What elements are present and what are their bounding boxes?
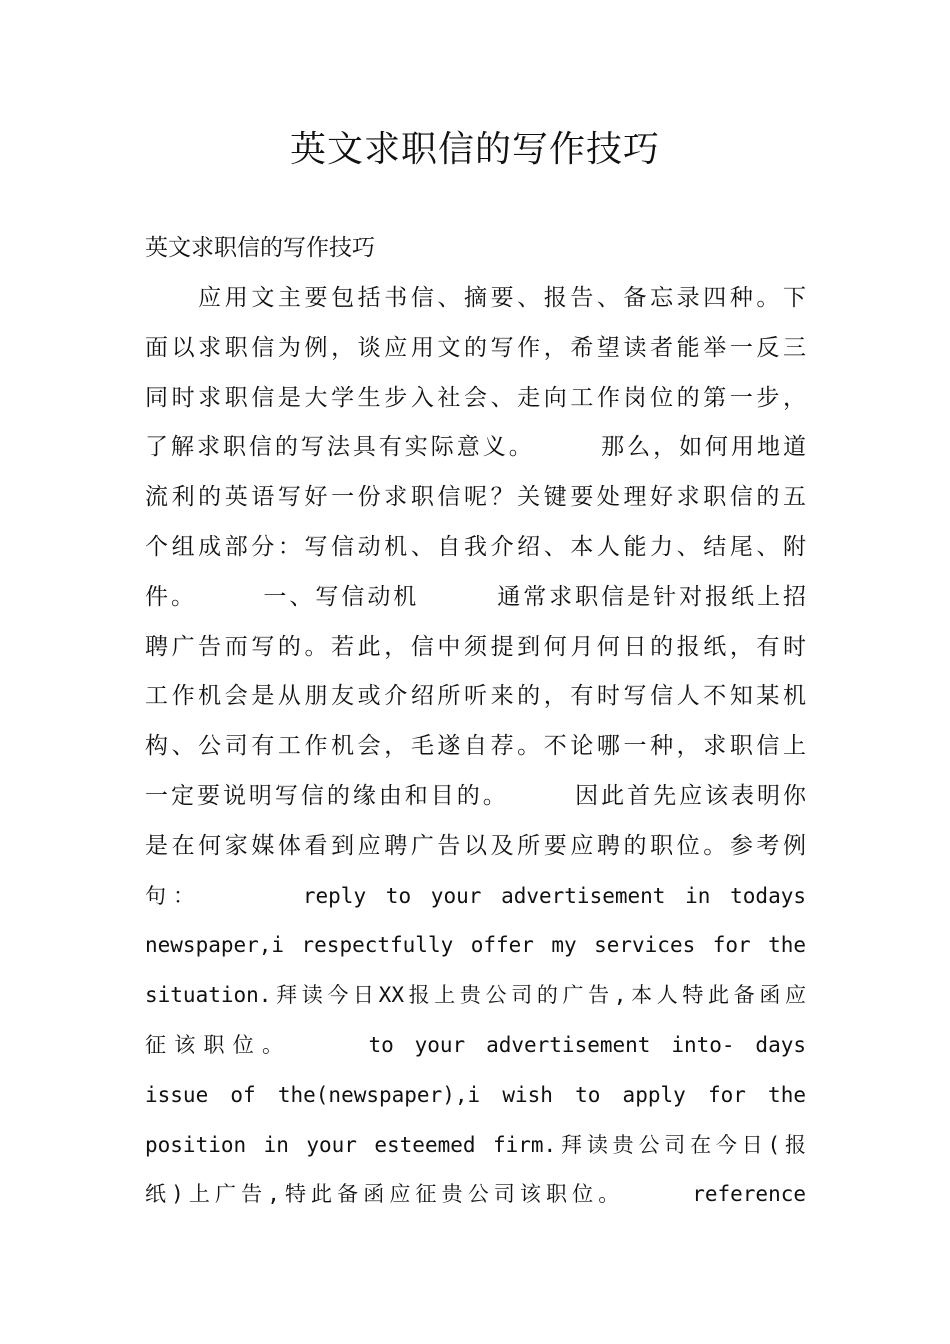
document-subtitle: 英文求职信的写作技巧 [145, 235, 375, 261]
body-line: 同时求职信是大学生步入社会、走向工作岗位的第一步， [145, 384, 806, 411]
body-line: situation.拜读今日XX报上贵公司的广告,本人特此备函应 [145, 983, 806, 1008]
body-line: position in your esteemed firm.拜读贵公司在今日(报 [145, 1132, 806, 1157]
body-text [145, 278, 806, 1224]
body-line: newspaper,i respectfully offer my services for the [145, 933, 806, 958]
body-line: 件。 一、写信动机 通常求职信是针对报纸上招 [145, 583, 806, 610]
body-line: 纸)上广告,特此备函应征贵公司该职位。 reference [145, 1182, 806, 1207]
body-line: 是在何家媒体看到应聘广告以及所要应聘的职位。参考例 [145, 832, 806, 859]
body-line: 工作机会是从朋友或介绍所听来的，有时写信人不知某机 [145, 683, 806, 710]
body-line: issue of the(newspaper),i wish to apply for the [145, 1082, 806, 1107]
body-line: 面以求职信为例，谈应用文的写作，希望读者能举一反三 [145, 334, 806, 361]
body-line: 个组成部分：写信动机、自我介绍、本人能力、结尾、附 [145, 533, 806, 560]
body-line: 流利的英语写好一份求职信呢？关键要处理好求职信的五 [145, 484, 806, 511]
body-line: 征该职位。 to your advertisement into- days [145, 1032, 806, 1057]
body-line: 构、公司有工作机会，毛遂自荐。不论哪一种，求职信上 [145, 733, 806, 760]
body-line: 聘广告而写的。若此，信中须提到何月何日的报纸，有时 [145, 633, 806, 660]
body-line: 了解求职信的写法具有实际意义。 那么，如何用地道 [145, 434, 806, 461]
page-title: 英文求职信的写作技巧 [289, 129, 660, 170]
body-line: 句： reply to your advertisement in todays [145, 883, 806, 908]
body-line: 一定要说明写信的缘由和目的。 因此首先应该表明你 [145, 782, 806, 809]
body-line: 应用文主要包括书信、摘要、报告、备忘录四种。下 [145, 285, 806, 311]
